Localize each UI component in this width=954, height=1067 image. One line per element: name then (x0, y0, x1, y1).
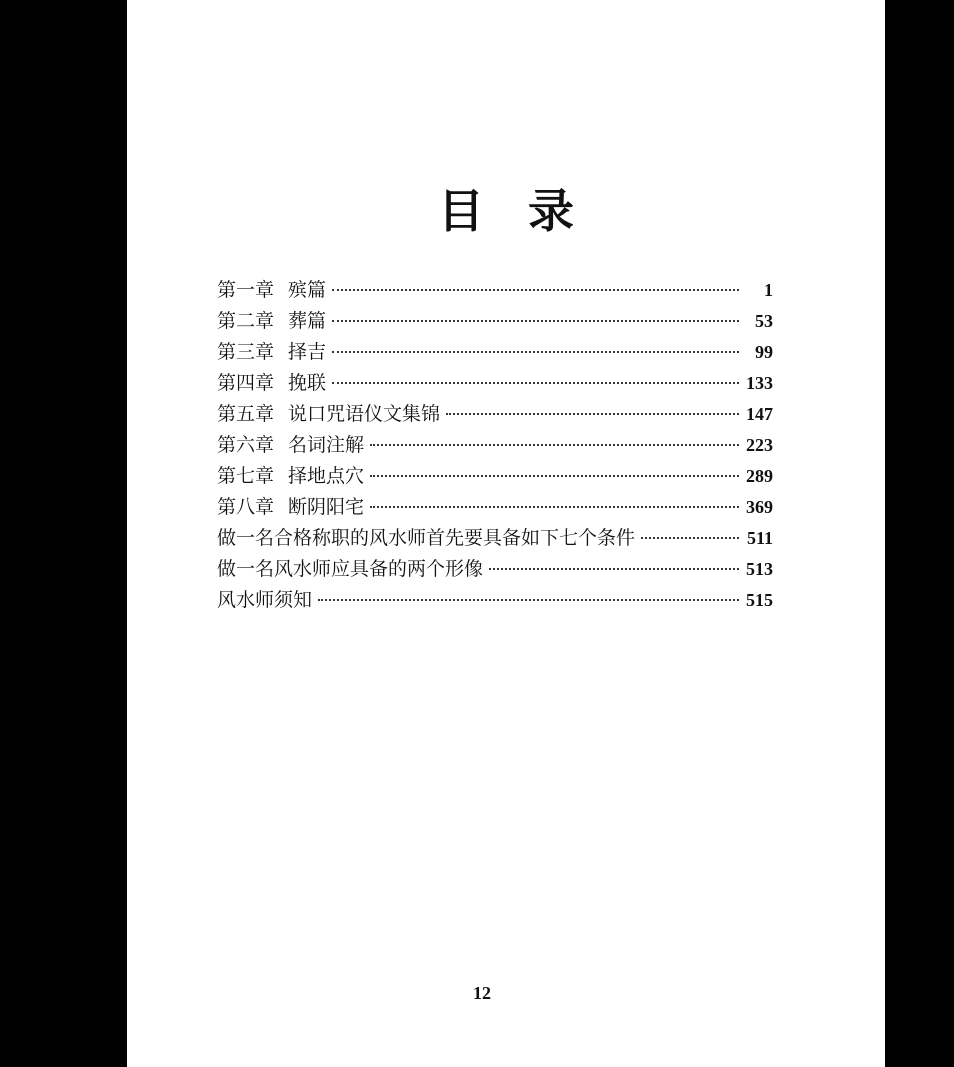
toc-title: 择地点穴 (288, 465, 365, 487)
toc-entry-5[interactable] (217, 399, 773, 430)
toc-page-number: 515 (746, 590, 773, 610)
toc-entry-2[interactable] (217, 306, 773, 337)
dot-leader (318, 599, 739, 601)
dot-leader (370, 506, 739, 508)
toc-entry-4[interactable] (217, 368, 773, 399)
toc-page-number: 511 (746, 528, 773, 548)
toc-chapter-label: 第五章 (217, 403, 275, 425)
toc-chapter-label: 第六章 (217, 434, 275, 456)
toc-chapter-label: 第四章 (217, 372, 275, 394)
toc-entry-1[interactable] (217, 275, 773, 306)
toc-chapter-label: 第二章 (217, 310, 275, 332)
dot-leader (332, 351, 739, 353)
dot-leader (332, 382, 739, 384)
toc-page-number: 223 (746, 435, 773, 455)
toc-entry-11[interactable] (217, 585, 773, 616)
toc-title: 名词注解 (288, 434, 365, 456)
book-page (127, 0, 885, 1067)
toc-title: 说口咒语仪文集锦 (288, 403, 441, 425)
toc-title: 殡篇 (288, 279, 327, 301)
dot-leader (332, 289, 739, 291)
page-number: 12 (473, 983, 491, 1003)
toc-entry-8[interactable] (217, 492, 773, 523)
title-char-1: 目 (438, 184, 484, 238)
toc-page-number: 369 (746, 497, 773, 517)
toc-entry-10[interactable] (217, 554, 773, 585)
toc-page-number: 1 (764, 280, 773, 300)
page-title (127, 183, 885, 239)
toc-entry-9[interactable] (217, 523, 773, 554)
toc-page-number: 513 (746, 559, 773, 579)
toc-chapter-label: 第八章 (217, 496, 275, 518)
dot-leader (446, 413, 739, 415)
toc-page-number: 133 (746, 373, 773, 393)
toc-chapter-label: 第一章 (217, 279, 275, 301)
toc-entry-3[interactable] (217, 337, 773, 368)
toc-title: 做一名合格称职的风水师首先要具备如下七个条件 (217, 527, 636, 549)
toc-page-number: 99 (755, 342, 773, 362)
title-char-2: 录 (528, 184, 574, 238)
toc-chapter-label: 第三章 (217, 341, 275, 363)
toc-title: 做一名风水师应具备的两个形像 (217, 558, 484, 580)
dot-leader (641, 537, 739, 539)
toc-title: 择吉 (288, 341, 327, 363)
toc-title: 挽联 (288, 372, 327, 394)
table-of-contents (217, 275, 773, 616)
toc-page-number: 147 (746, 404, 773, 424)
toc-page-number: 289 (746, 466, 773, 486)
toc-title: 葬篇 (288, 310, 327, 332)
dot-leader (370, 475, 739, 477)
toc-chapter-label: 第七章 (217, 465, 275, 487)
dot-leader (370, 444, 739, 446)
toc-title: 断阴阳宅 (288, 496, 365, 518)
toc-title: 风水师须知 (217, 589, 313, 611)
toc-entry-7[interactable] (217, 461, 773, 492)
dot-leader (332, 320, 739, 322)
toc-entry-6[interactable] (217, 430, 773, 461)
dot-leader (489, 568, 739, 570)
toc-page-number: 53 (755, 311, 773, 331)
